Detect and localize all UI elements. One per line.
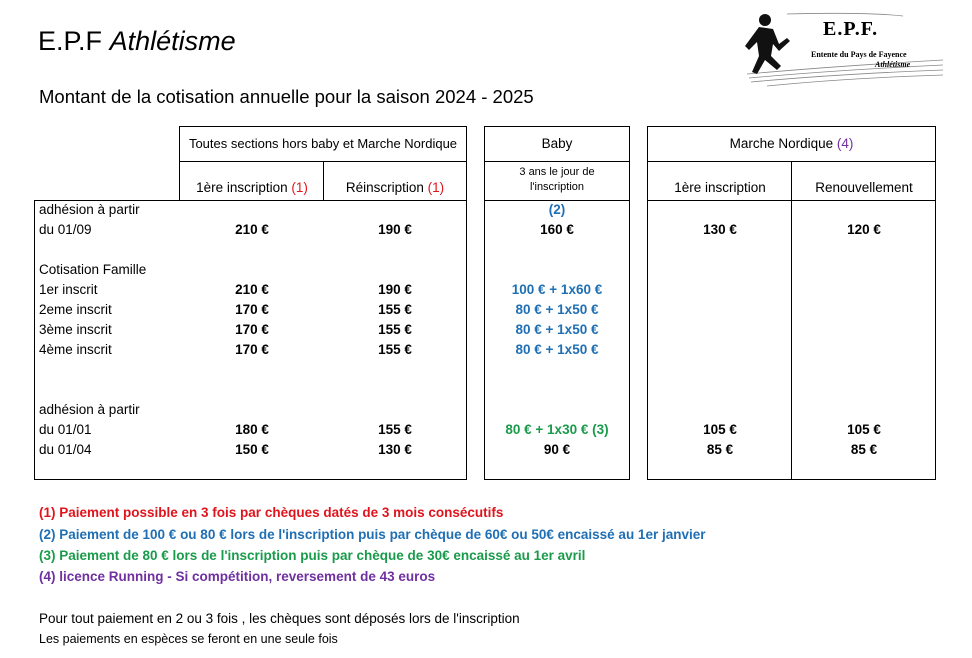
title-prefix: E.P.F — [38, 26, 103, 56]
title-italic: Athlétisme — [109, 26, 236, 56]
col-first-header: 1ère inscription (1) — [196, 180, 308, 195]
main-sections-header: Toutes sections hors baby et Marche Nordique — [188, 136, 458, 151]
price-fam2-baby: 80 € + 1x50 € — [515, 302, 599, 317]
club-logo — [727, 8, 945, 88]
col-nordic-renew-header: Renouvellement — [815, 180, 913, 195]
price-0101-baby: 80 € + 1x30 € (3) — [505, 422, 609, 437]
price-0101-nordic-renew: 105 € — [847, 422, 881, 437]
price-0101-first: 180 € — [235, 422, 269, 437]
row-label-adh0901-l1: adhésion à partir — [39, 202, 140, 217]
price-0104-renew: 130 € — [378, 442, 412, 457]
row-label-adh0901-l2: du 01/09 — [39, 222, 92, 237]
price-0901-baby: 160 € — [540, 222, 574, 237]
col-nordic-first-header: 1ère inscription — [674, 180, 766, 195]
price-0104-baby: 90 € — [543, 442, 571, 457]
row-label-famille: Cotisation Famille — [39, 262, 147, 277]
row-label-adh0101-l1: adhésion à partir — [39, 402, 140, 417]
price-0104-first: 150 € — [235, 442, 269, 457]
baby-ref2: (2) — [548, 202, 566, 217]
price-fam4-baby: 80 € + 1x50 € — [515, 342, 599, 357]
price-fam1-baby: 100 € + 1x60 € — [511, 282, 603, 297]
row-label-fam3: 3ème inscrit — [39, 322, 112, 337]
footer-line2: Les paiements en espèces se feront en une seule fois — [39, 632, 338, 646]
price-fam2-renew: 155 € — [378, 302, 412, 317]
price-0101-renew: 155 € — [378, 422, 412, 437]
price-fam2-first: 170 € — [235, 302, 269, 317]
note-3: (3) Paiement de 80 € lors de l'inscription puis par chèque de 30€ encaissé au 1er avril — [39, 548, 586, 563]
baby-sub1: 3 ans le jour de — [519, 166, 595, 178]
price-fam4-renew: 155 € — [378, 342, 412, 357]
nordic-header: Marche Nordique (4) — [729, 136, 854, 151]
price-fam1-first: 210 € — [235, 282, 269, 297]
baby-header: Baby — [541, 136, 573, 151]
logo-line2: Athlétisme — [875, 60, 911, 69]
row-label-fam2: 2eme inscrit — [39, 302, 112, 317]
baby-sub2: l'inscription — [529, 181, 585, 193]
price-0101-nordic-first: 105 € — [703, 422, 737, 437]
price-fam3-baby: 80 € + 1x50 € — [515, 322, 599, 337]
price-0104-nordic-renew: 85 € — [850, 442, 878, 457]
row-label-adh0101-l2: du 01/01 — [39, 422, 92, 437]
note-2: (2) Paiement de 100 € ou 80 € lors de l'inscription puis par chèque de 60€ ou 50€ encaissé au 1er janvier — [39, 527, 706, 542]
col-renew-header: Réinscription (1) — [345, 180, 445, 195]
price-0901-nordic-renew: 120 € — [847, 222, 881, 237]
row-label-fam4: 4ème inscrit — [39, 342, 112, 357]
logo-line1: Entente du Pays de Fayence — [811, 50, 907, 59]
price-fam3-renew: 155 € — [378, 322, 412, 337]
row-label-fam1: 1er inscrit — [39, 282, 98, 297]
price-0104-nordic-first: 85 € — [706, 442, 734, 457]
price-fam4-first: 170 € — [235, 342, 269, 357]
page-subtitle: Montant de la cotisation annuelle pour la saison 2024 - 2025 — [39, 86, 534, 107]
price-0901-nordic-first: 130 € — [703, 222, 737, 237]
footer-line1: Pour tout paiement en 2 ou 3 fois , les chèques sont déposés lors de l'inscription — [39, 611, 520, 626]
price-fam1-renew: 190 € — [378, 282, 412, 297]
price-0901-first: 210 € — [235, 222, 269, 237]
price-0901-renew: 190 € — [378, 222, 412, 237]
note-4: (4) licence Running - Si compétition, reversement de 43 euros — [39, 569, 436, 584]
logo-name: E.P.F. — [823, 18, 879, 40]
note-1: (1) Paiement possible en 3 fois par chèques datés de 3 mois consécutifs — [39, 505, 504, 520]
price-fam3-first: 170 € — [235, 322, 269, 337]
row-label-adh0104: du 01/04 — [39, 442, 92, 457]
page-title — [38, 26, 236, 57]
